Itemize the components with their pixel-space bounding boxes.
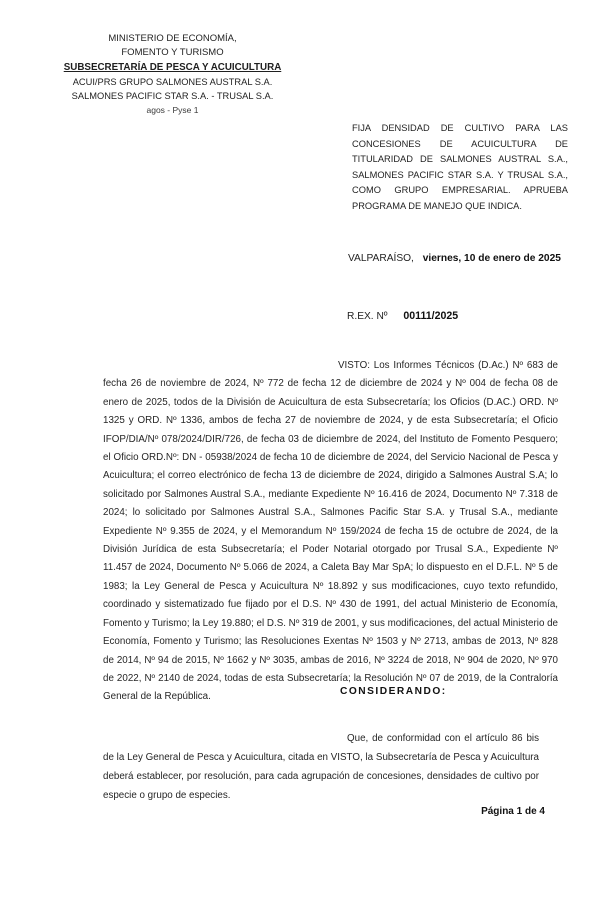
letterhead-subsecretaria: SUBSECRETARÍA DE PESCA Y ACUICULTURA bbox=[63, 61, 282, 73]
page-number: Página 1 de 4 bbox=[481, 806, 545, 817]
considerando-paragraph: Que, de conformidad con el artículo 86 bis de la Ley General de Pesca y Acuicultura, citada en VISTO, la Subsecretaría de Pesca y Acuicultura deberá establecer, por resolución, para cada agrupación de concesiones, densidades de cultivo por especie o grupo de especies. bbox=[103, 733, 539, 801]
date-value: viernes, 10 de enero de 2025 bbox=[422, 253, 561, 264]
place-label: VALPARAÍSO, bbox=[348, 253, 414, 264]
letterhead-ministry-line1: MINISTERIO DE ECONOMÍA, bbox=[108, 33, 237, 44]
resolution-number: 00111/2025 bbox=[403, 310, 459, 322]
letterhead-ministry-line2: FOMENTO Y TURISMO bbox=[121, 47, 224, 59]
letterhead-unit-line2: SALMONES PACIFIC STAR S.A. - TRUSAL S.A. bbox=[71, 91, 274, 102]
place-date-line bbox=[348, 253, 561, 264]
resolution-label: R.EX. Nº bbox=[347, 311, 388, 322]
resolution-line bbox=[347, 310, 458, 322]
letterhead-unit-line1: ACUI/PRS GRUPO SALMONES AUSTRAL S.A. bbox=[72, 76, 273, 87]
letterhead bbox=[30, 32, 315, 118]
visto-paragraph: VISTO: Los Informes Técnicos (D.Ac.) Nº 683 de fecha 26 de noviembre de 2024, Nº 772 de fecha 12 de diciembre de 2024 y Nº 004 de fecha 08 de enero de 2025, todos de la División de Acuicultura de esta Subsecretaría; los Oficios (D.AC.) ORD. Nº 1325 y ORD. Nº 1336, ambos de fecha 27 de noviembre de 2024, y de esta Subsecretaría; el Oficio IFOP/DIA/Nº 078/2024/DIR/726, de fecha 03 de diciembre de 2024, del Instituto de Fomento Pesquero; el Oficio ORD.Nº: DN - 05938/2024 de fecha 10 de diciembre de 2024, del Servicio Nacional de Pesca y Acuicultura; el correo electrónico de fecha 13 de diciembre de 2024, dirigido a Salmones Austral S.A; lo solicitado por Salmones Austral S.A., mediante Expediente Nº 16.416 de 2024, Documento Nº 7.318 de 2024; lo solicitado por Salmones Austral S.A., Salmones Pacific Star S.A. y Trusal S.A., mediante Expediente Nº 9.355 de 2024, y el Memorandum Nº 159/2024 de fecha 15 de octubre de 2024, de la División Jurídica de esta Subsecretaría; el Poder Notarial otorgado por Trusal S.A., Expediente Nº 11.457 de 2024, Documento Nº 5.066 de 2024, a Caleta Bay Mar SpA; lo dispuesto en el D.F.L. Nº 5 de 1983; la Ley General de Pesca y Acuicultura Nº 18.892 y sus modificaciones, cuyo texto refundido, coordinado y sistematizado fue fijado por el D.S. Nº 430 de 1991, del actual Ministerio de Economía, Fomento y Turismo; la Ley 19.880; el D.S. Nº 319 de 2001, y sus modificaciones, del actual Ministerio de Economía, Fomento y Turismo; las Resoluciones Exentas Nº 1503 y Nº 2713, ambas de 2013, Nº 828 de 2014, Nº 94 de 2015, Nº 1662 y Nº 3035, ambas de 2016, Nº 3224 de 2018, Nº 904 de 2020, Nº 970 de 2022, Nº 2140 de 2024, todas de esta Subsecretaría; la Resolución Nº 07 de 2019, de la Contraloría General de la República. bbox=[103, 360, 559, 703]
considerando-heading: CONSIDERANDO: bbox=[340, 686, 447, 697]
subject-block: FIJA DENSIDAD DE CULTIVO PARA LAS CONCESIONES DE ACUICULTURA DE TITULARIDAD DE SALMONES AUSTRAL S.A., SALMONES PACIFIC STAR S.A. Y TRUSAL S.A., COMO GRUPO EMPRESARIAL. APRUEBA PROGRAMA DE MANEJO QUE INDICA. bbox=[352, 123, 568, 211]
letterhead-initials: agos - Pyse 1 bbox=[146, 105, 199, 116]
